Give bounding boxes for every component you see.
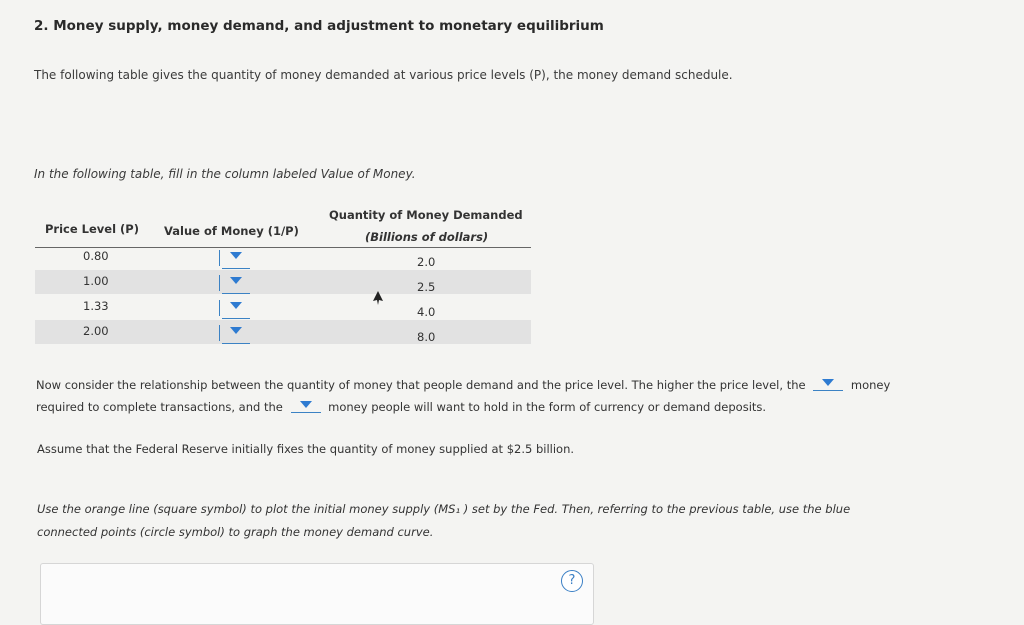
relationship-text-1: Now consider the relationship between the quantity of money that people demand and the price level. The higher the price level, the bbox=[36, 378, 806, 392]
dropdown-arrow-icon bbox=[230, 327, 242, 334]
table-row bbox=[35, 270, 531, 294]
intro-text: The following table gives the quantity of money demanded at various price levels (P), the money demand schedule. bbox=[34, 68, 733, 82]
price-cell: 2.00 bbox=[83, 324, 109, 338]
relationship-text-4: money people will want to hold in the form of currency or demand deposits. bbox=[328, 400, 767, 414]
table-row bbox=[35, 295, 531, 319]
quantity-cell: 2.5 bbox=[417, 280, 436, 294]
value-of-money-dropdown[interactable] bbox=[222, 275, 250, 294]
value-of-money-dropdown[interactable] bbox=[222, 300, 250, 319]
quantity-cell: 4.0 bbox=[417, 305, 436, 319]
quantity-demanded-header: Quantity of Money Demanded bbox=[329, 208, 523, 222]
fed-assumption-text: Assume that the Federal Reserve initially fixes the quantity of money supplied at $2.5 billion. bbox=[37, 442, 575, 456]
price-level-effect-dropdown[interactable] bbox=[813, 376, 843, 391]
price-cell: 1.33 bbox=[83, 299, 109, 313]
dropdown-edge bbox=[219, 275, 220, 291]
dropdown-arrow-icon bbox=[822, 379, 834, 386]
value-of-money-header: Value of Money (1/P) bbox=[164, 224, 299, 238]
dropdown-edge bbox=[219, 300, 220, 316]
dropdown-arrow-icon bbox=[230, 302, 242, 309]
dropdown-arrow-icon bbox=[300, 401, 312, 408]
quantity-cell: 8.0 bbox=[417, 330, 436, 344]
relationship-line-1 bbox=[36, 376, 890, 392]
price-cell: 1.00 bbox=[83, 274, 109, 288]
mouse-cursor-icon bbox=[372, 291, 384, 305]
dropdown-arrow-icon bbox=[230, 277, 242, 284]
relationship-text-2: money bbox=[850, 378, 891, 392]
quantity-cell: 2.0 bbox=[417, 255, 436, 269]
table-row bbox=[35, 245, 531, 269]
quantity-units-header: (Billions of dollars) bbox=[365, 230, 489, 244]
dropdown-edge bbox=[219, 250, 220, 266]
value-of-money-dropdown[interactable] bbox=[222, 325, 250, 344]
relationship-line-2 bbox=[36, 398, 766, 414]
money-held-dropdown[interactable] bbox=[291, 398, 321, 413]
dropdown-edge bbox=[219, 325, 220, 341]
graph-panel[interactable] bbox=[40, 563, 594, 625]
table-row bbox=[35, 320, 531, 344]
graph-instruction: Use the orange line (square symbol) to plot the initial money supply (MS₁ ) set by the Fed. Then, referring to the previous table, use the blue connected points (circle symbol) to graph the money demand curve. bbox=[37, 502, 851, 539]
dropdown-arrow-icon bbox=[230, 252, 242, 259]
help-icon[interactable]: ? bbox=[561, 570, 583, 592]
table-instruction: In the following table, fill in the column labeled Value of Money. bbox=[34, 167, 416, 181]
value-of-money-dropdown[interactable] bbox=[222, 250, 250, 269]
question-title: 2. Money supply, money demand, and adjustment to monetary equilibrium bbox=[34, 18, 604, 34]
price-level-header: Price Level (P) bbox=[45, 222, 139, 236]
price-cell: 0.80 bbox=[83, 249, 109, 263]
relationship-text-3: required to complete transactions, and the bbox=[36, 400, 283, 414]
